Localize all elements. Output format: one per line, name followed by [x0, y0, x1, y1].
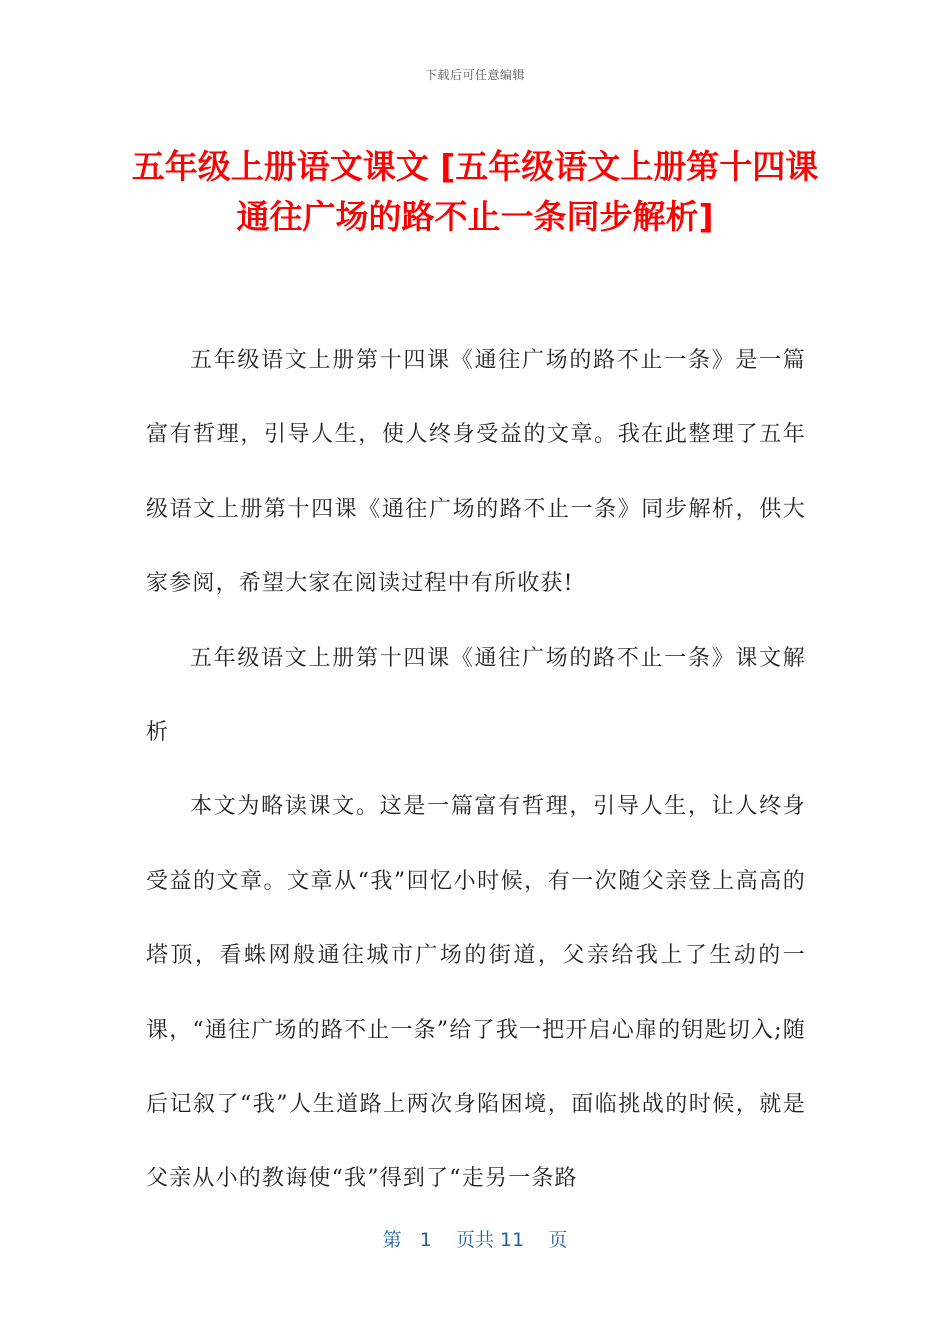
paragraph: 本文为略读课文。这是一篇富有哲理，引导人生，让人终身受益的文章。文章从“我”回忆小时候，有一次随父亲登上高高的塔顶，看蛛网般通往城市广场的街道，父亲给我上了生动的一课，“通往广场的路不止一条”给了我一把开启心扉的钥匙切入;随后记叙了“我”人生道路上两次身陷困境，面临挑战的时候，就是父亲从小的教诲使“我”得到了“走另一条路	[146, 794, 806, 1192]
paragraph: 五年级语文上册第十四课《通往广场的路不止一条》是一篇富有哲理，引导人生，使人终身受益的文章。我在此整理了五年级语文上册第十四课《通往广场的路不止一条》同步解析，供大家参阅，希望大家在阅读过程中有所收获!	[146, 348, 806, 597]
document-title: 五年级上册语文课文 [五年级语文上册第十四课通往广场的路不止一条同步解析]	[131, 147, 819, 236]
paragraph: 五年级语文上册第十四课《通往广场的路不止一条》课文解析	[146, 645, 806, 746]
page-current: 1	[419, 1229, 432, 1251]
page-label-suffix: 页	[548, 1229, 568, 1251]
document-body	[146, 324, 806, 1217]
page-footer	[0, 1225, 950, 1252]
header-note: 下载后可任意编辑	[424, 68, 525, 82]
page-label-middle: 页共	[455, 1229, 494, 1251]
page-total: 11	[500, 1229, 525, 1251]
page-label-prefix: 第	[382, 1229, 402, 1251]
